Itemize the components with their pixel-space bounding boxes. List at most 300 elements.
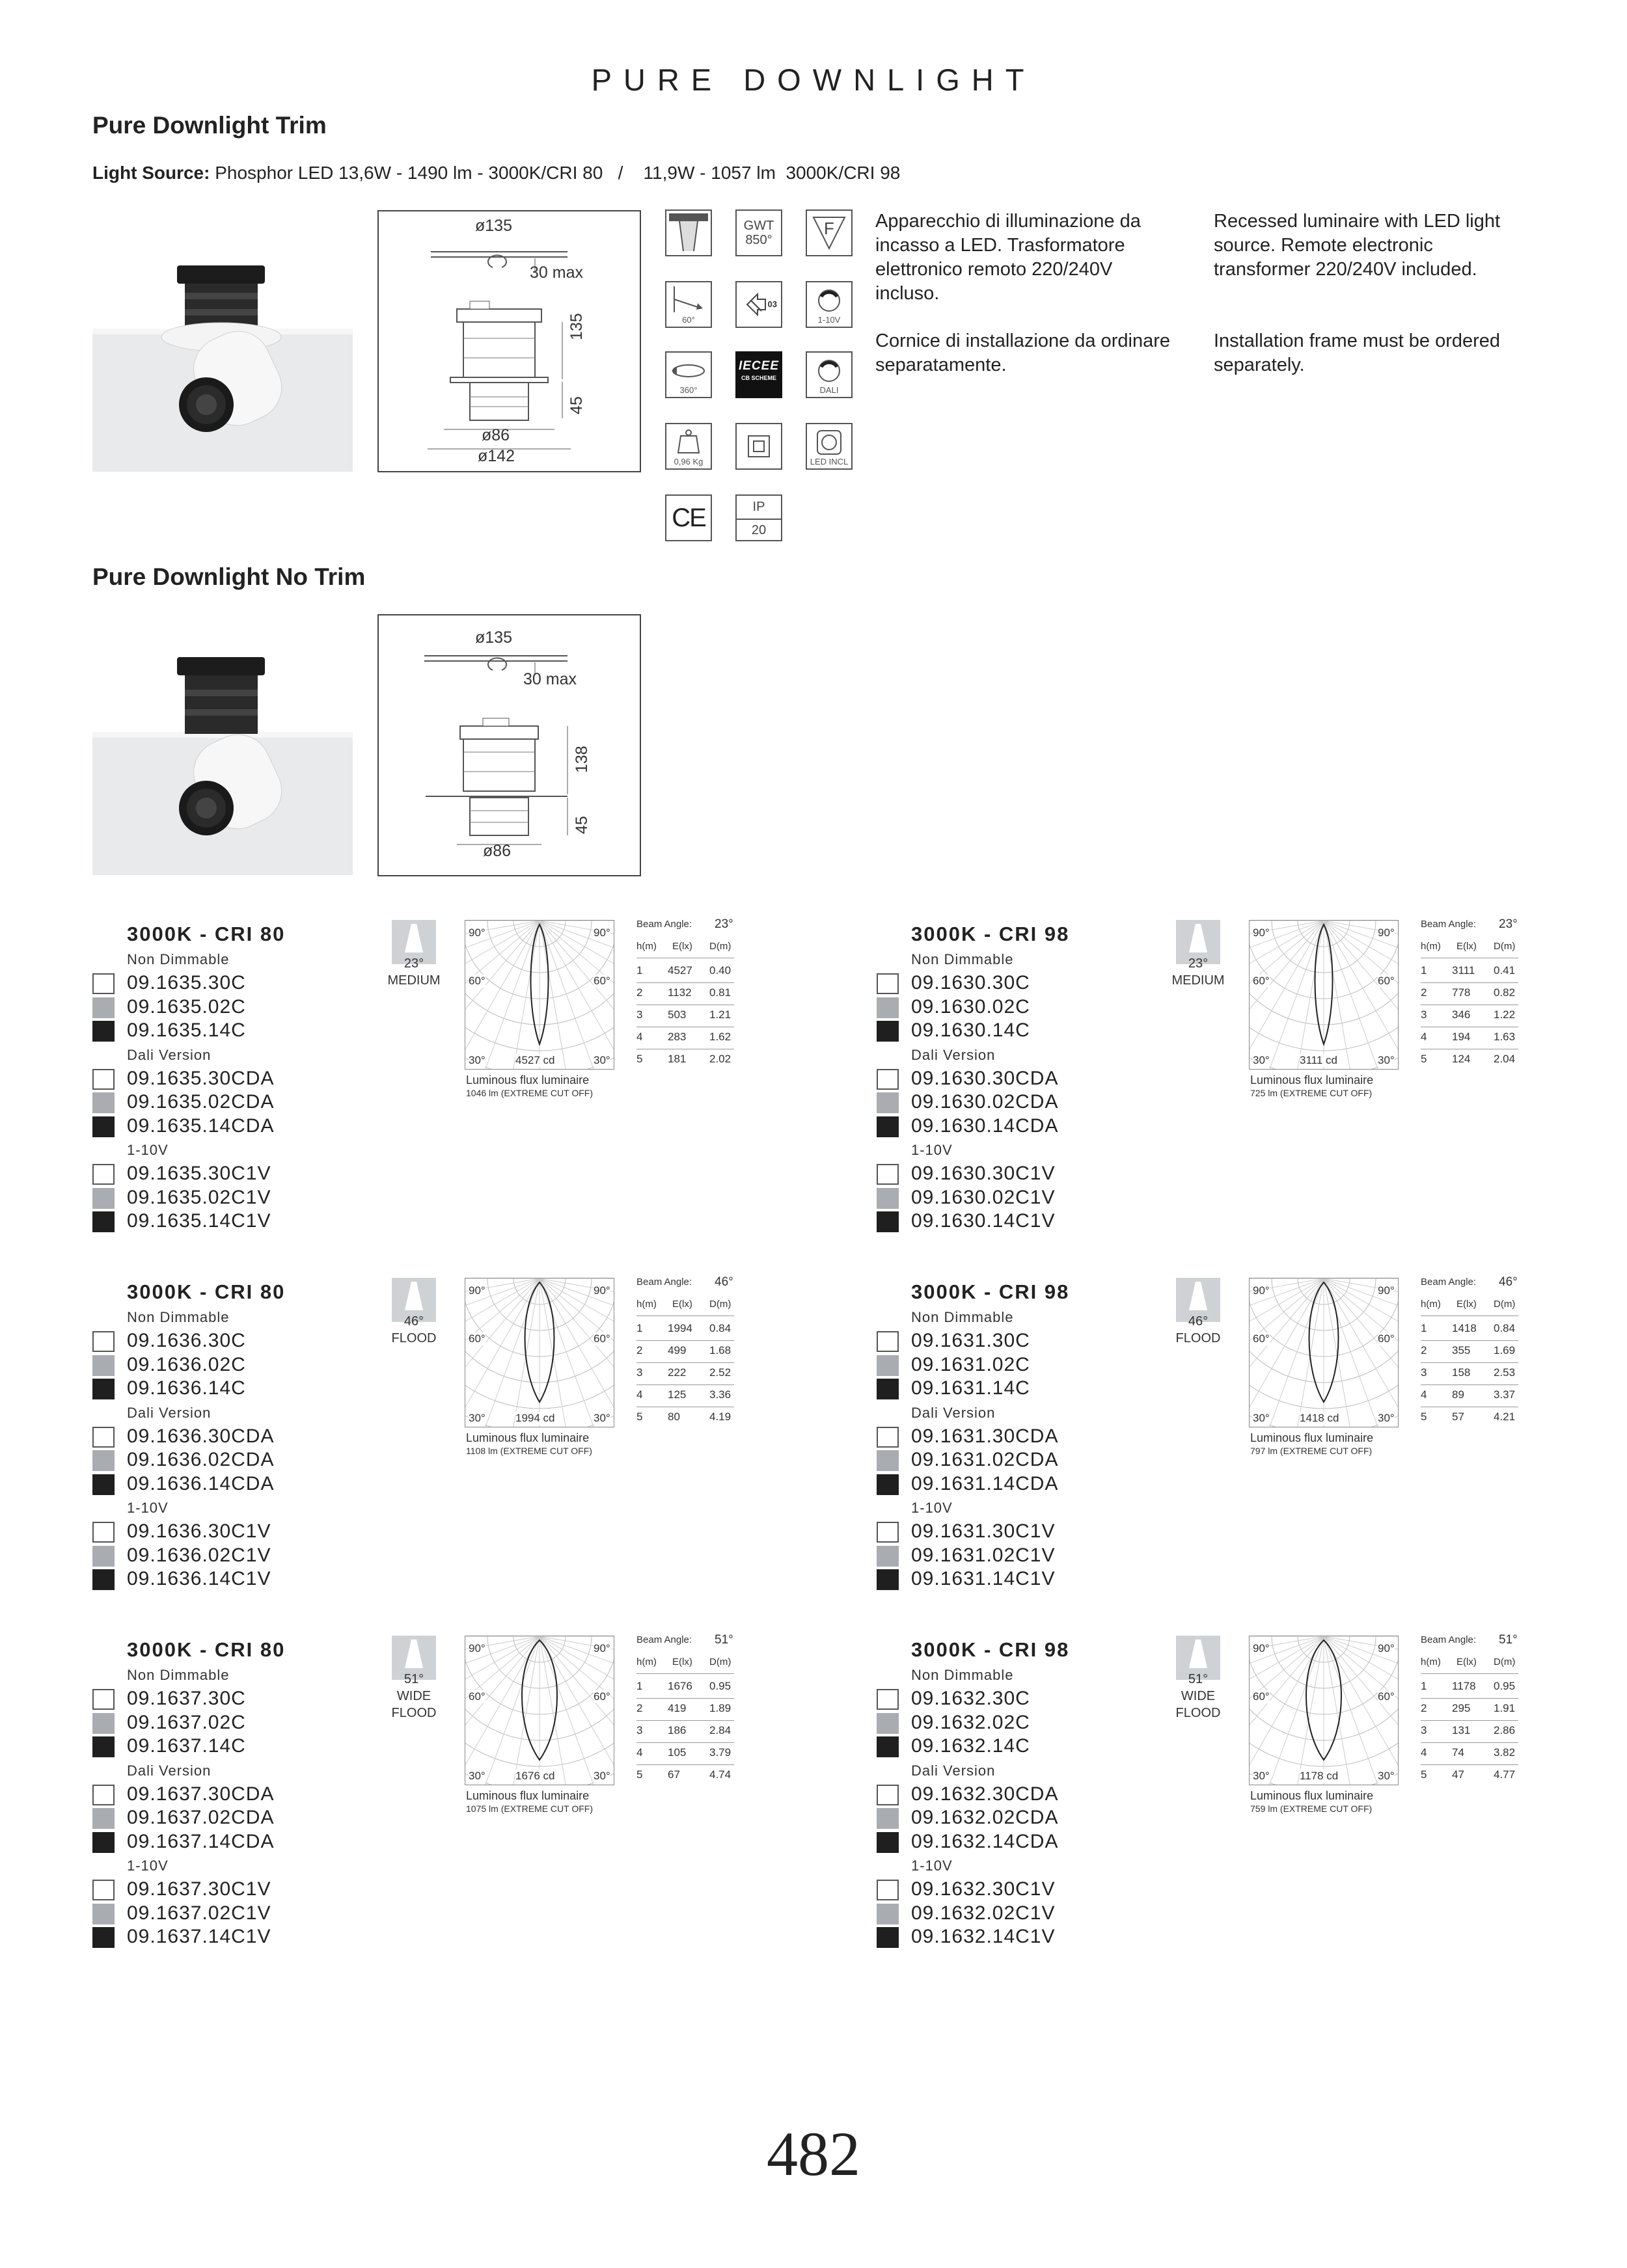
table-row: [1421, 1698, 1518, 1721]
recessed-light-icon: [665, 209, 712, 256]
beam-type: MEDIUM: [1171, 973, 1225, 988]
color-swatch: [92, 1331, 115, 1352]
notrim-technical-drawing: [377, 614, 641, 876]
table-row: [636, 1049, 734, 1071]
product-code: 09.1636.30C: [127, 1330, 246, 1351]
table-cell: 4: [1421, 1388, 1427, 1401]
table-row: [1421, 960, 1518, 983]
product-group: [92, 1633, 841, 1977]
table-cell: 1.22: [1494, 1008, 1516, 1021]
luminous-flux-value: 1075 lm (EXTREME CUT OFF): [466, 1803, 593, 1814]
polar-diagram: [1249, 1636, 1399, 1785]
group-title: 3000K - CRI 80: [127, 1280, 286, 1303]
photometric-table: [636, 1296, 734, 1426]
polar-label-60-right: 60°: [1378, 975, 1395, 987]
table-cell: 295: [1452, 1702, 1471, 1714]
code-subheading: Dali Version: [127, 1046, 212, 1063]
product-code: 09.1630.30CDA: [911, 1067, 1059, 1089]
table-row: [1421, 1362, 1518, 1385]
notrim-dim-inner-diameter: ø86: [483, 842, 512, 860]
color-swatch: [92, 997, 115, 1018]
beam-angle-value: 23°: [1499, 917, 1518, 931]
voltage-icon: [806, 281, 853, 328]
table-cell: 105: [668, 1746, 687, 1759]
description-italian: Apparecchio di illuminazione da incasso a LED. Trasformatore elettronico remoto 220/240V incluso.: [875, 211, 1141, 304]
product-code: 09.1637.02C1V: [127, 1902, 271, 1924]
product-code: 09.1636.14C: [127, 1377, 246, 1399]
beam-angle-label: Beam Angle:: [1421, 919, 1477, 930]
photometric-table: [636, 938, 734, 1068]
product-group: [877, 1275, 1625, 1619]
product-code: 09.1635.02C1V: [127, 1186, 271, 1208]
description-english-frame: Installation frame must be ordered separately.: [1214, 331, 1501, 375]
product-code: 09.1632.02CDA: [911, 1807, 1059, 1828]
led-incl-icon: [806, 423, 853, 470]
polar-label-30-right: 30°: [1378, 1054, 1395, 1066]
table-cell: 1: [1421, 1322, 1427, 1334]
code-subheading: 1-10V: [127, 1857, 169, 1874]
table-cell: 0.84: [1494, 1322, 1516, 1334]
table-cell: 4: [1421, 1031, 1427, 1043]
color-swatch: [92, 1379, 115, 1399]
table-cell: 3: [1421, 1724, 1427, 1736]
polar-label-60-right: 60°: [594, 1690, 610, 1703]
notrim-dim-top-diameter: ø135: [475, 628, 512, 647]
polar-label-60-right: 60°: [1378, 1332, 1395, 1345]
color-swatch: [877, 1713, 899, 1734]
group-title: 3000K - CRI 98: [911, 923, 1070, 945]
product-group: [92, 917, 841, 1261]
table-cell: 5: [636, 1053, 643, 1065]
product-code: 09.1637.02CDA: [127, 1807, 275, 1828]
trim-dim-lower: 45: [567, 396, 586, 414]
light-source-value: Phosphor LED 13,6W - 1490 lm - 3000K/CRI 80 / 11,9W - 1057 lm 3000K/CRI 98: [210, 163, 901, 183]
table-cell: 1: [636, 1322, 643, 1334]
product-group: [92, 1275, 841, 1619]
product-code: 09.1637.14CDA: [127, 1830, 275, 1852]
color-swatch: [92, 1713, 115, 1734]
beam-angle-value: 46°: [715, 1275, 733, 1289]
trim-dim-top-diameter: ø135: [475, 217, 512, 235]
color-swatch: [877, 1808, 899, 1829]
product-code: 09.1636.14CDA: [127, 1472, 275, 1494]
code-subheading: 1-10V: [911, 1142, 953, 1158]
table-cell: 4.77: [1494, 1768, 1516, 1781]
notrim-dim-depth-max: 30 max: [523, 670, 577, 688]
table-row: [1421, 1027, 1518, 1049]
product-code: 09.1631.14CDA: [911, 1472, 1059, 1494]
color-swatch: [877, 997, 899, 1018]
table-header-row: [1421, 1654, 1518, 1674]
luminous-flux-label: Luminous flux luminaire: [466, 1073, 590, 1087]
table-cell: 67: [668, 1768, 680, 1781]
table-cell: 74: [1452, 1746, 1464, 1759]
f-mark-icon: [806, 209, 853, 256]
table-cell: 1132: [668, 986, 692, 999]
ce-mark-label: CE: [672, 504, 705, 532]
polar-label-90-right: 90°: [594, 1284, 610, 1297]
table-header-cell: E(lx): [672, 1656, 692, 1667]
peak-intensity: 3111 cd: [1300, 1054, 1337, 1066]
table-cell: 0.81: [709, 986, 731, 999]
color-swatch: [877, 1904, 899, 1924]
table-cell: 2: [1421, 986, 1427, 999]
table-cell: 0.40: [709, 964, 731, 977]
polar-label-30-right: 30°: [1378, 1412, 1395, 1424]
table-header-cell: h(m): [1421, 941, 1441, 952]
polar-label-30-left: 30°: [1253, 1054, 1270, 1066]
color-swatch: [92, 1736, 115, 1757]
product-code: 09.1636.30C1V: [127, 1520, 271, 1542]
trim-dim-depth-max: 30 max: [530, 263, 583, 282]
polar-label-30-left: 30°: [469, 1054, 485, 1066]
table-cell: 2: [1421, 1702, 1427, 1714]
notrim-section-title: Pure Downlight No Trim: [92, 563, 366, 590]
color-swatch: [877, 1188, 899, 1209]
trim-technical-drawing: [377, 210, 641, 472]
table-cell: 2: [1421, 1344, 1427, 1357]
polar-label-90-left: 90°: [1253, 926, 1270, 939]
beam-angle-label: Beam Angle:: [636, 919, 692, 930]
code-subheading: Non Dimmable: [127, 951, 230, 967]
product-code: 09.1631.30CDA: [911, 1425, 1059, 1447]
product-code: 09.1630.14C: [911, 1019, 1030, 1041]
color-swatch: [92, 1164, 115, 1185]
table-header-cell: h(m): [636, 1299, 657, 1310]
beam-degree: 23°: [1188, 956, 1209, 971]
table-row: [1421, 1676, 1518, 1699]
product-code: 09.1637.14C1V: [127, 1926, 271, 1947]
product-code: 09.1637.14C: [127, 1735, 246, 1757]
table-cell: 3.82: [1494, 1746, 1516, 1759]
polar-label-30-right: 30°: [594, 1412, 610, 1424]
product-code: 09.1635.14C: [127, 1019, 246, 1041]
beam-angle-label: Beam Angle:: [636, 1634, 692, 1645]
table-header-row: [636, 1296, 734, 1316]
voltage-label: 1-10V: [817, 315, 841, 325]
beam-type-2: FLOOD: [391, 1706, 437, 1720]
rotation-icon: [665, 351, 712, 398]
page-number: 482: [767, 2119, 860, 2189]
table-row: [636, 1362, 734, 1385]
polar-diagram: [465, 1278, 614, 1427]
table-cell: 3: [636, 1366, 643, 1379]
polar-label-90-right: 90°: [594, 1642, 610, 1654]
weight-label: 0,96 Kg: [674, 457, 704, 466]
rotation-label: 360°: [679, 385, 698, 395]
beam-angle-value: 46°: [1499, 1275, 1518, 1289]
code-subheading: 1-10V: [911, 1500, 953, 1516]
color-swatch: [92, 1355, 115, 1376]
beam-degree: 23°: [403, 956, 424, 971]
table-cell: 3: [1421, 1008, 1427, 1021]
color-swatch: [877, 1164, 899, 1185]
polar-label-60-left: 60°: [469, 1690, 485, 1703]
polar-label-90-right: 90°: [1378, 1642, 1395, 1654]
table-cell: 5: [1421, 1053, 1427, 1065]
description-english: Recessed luminaire with LED light source. Remote electronic transformer 220/240V included.: [1214, 211, 1501, 280]
product-code: 09.1635.14C1V: [127, 1210, 271, 1232]
polar-label-60-right: 60°: [594, 975, 610, 987]
beam-angle-value: 51°: [715, 1633, 733, 1647]
color-swatch: [92, 1904, 115, 1924]
table-row: [636, 1407, 734, 1429]
photometric-table: [1421, 938, 1518, 1068]
table-header-cell: h(m): [636, 941, 657, 952]
group-title: 3000K - CRI 98: [911, 1280, 1070, 1303]
product-code: 09.1632.30C1V: [911, 1878, 1056, 1900]
product-code: 09.1637.30C1V: [127, 1878, 271, 1900]
table-cell: 0.41: [1494, 964, 1516, 977]
color-swatch: [92, 1546, 115, 1567]
luminous-flux-value: 725 lm (EXTREME CUT OFF): [1250, 1088, 1373, 1098]
table-header-cell: E(lx): [1456, 1299, 1477, 1310]
color-swatch: [92, 1427, 115, 1448]
luminous-flux-value: 1108 lm (EXTREME CUT OFF): [466, 1446, 592, 1456]
table-cell: 1178: [1452, 1680, 1476, 1692]
color-swatch: [877, 1211, 899, 1232]
polar-label-60-left: 60°: [469, 1332, 485, 1345]
table-cell: 2.53: [1494, 1366, 1516, 1379]
table-cell: 181: [668, 1053, 687, 1065]
table-cell: 2.86: [1494, 1724, 1516, 1736]
color-swatch: [877, 1379, 899, 1399]
beam-angle-value: 23°: [715, 917, 733, 931]
code-subheading: Dali Version: [127, 1762, 212, 1779]
code-subheading: Non Dimmable: [127, 1309, 230, 1325]
table-cell: 499: [668, 1344, 687, 1357]
beam-type: MEDIUM: [387, 973, 441, 988]
table-header-cell: E(lx): [1456, 941, 1477, 952]
table-row: [636, 1698, 734, 1721]
product-code: 09.1632.30CDA: [911, 1783, 1059, 1805]
polar-diagram: [465, 920, 614, 1070]
weight-icon: [665, 423, 712, 470]
beam-angle-label: Beam Angle:: [1421, 1634, 1477, 1645]
table-header-cell: h(m): [1421, 1299, 1441, 1310]
luminous-flux-label: Luminous flux luminaire: [1250, 1431, 1374, 1444]
table-cell: 1.91: [1494, 1702, 1516, 1714]
product-code: 09.1636.30CDA: [127, 1425, 275, 1447]
table-cell: 194: [1452, 1031, 1471, 1043]
luminous-flux-value: 1046 lm (EXTREME CUT OFF): [466, 1088, 593, 1098]
product-code: 09.1631.14C1V: [911, 1568, 1056, 1589]
color-swatch: [877, 1569, 899, 1590]
color-swatch: [877, 1880, 899, 1900]
table-cell: 3111: [1452, 964, 1475, 977]
table-header-cell: h(m): [636, 1656, 657, 1667]
table-cell: 0.95: [1494, 1680, 1516, 1692]
table-row: [1421, 1384, 1518, 1407]
table-row: [1421, 1407, 1518, 1429]
notrim-dim-height: 138: [573, 746, 591, 773]
table-header-row: [1421, 1296, 1518, 1316]
product-code: 09.1635.02C: [127, 995, 246, 1018]
table-cell: 3.79: [709, 1746, 731, 1759]
table-row: [1421, 982, 1518, 1005]
table-header-cell: D(m): [1494, 1299, 1516, 1310]
table-cell: 2.84: [709, 1724, 731, 1736]
product-code: 09.1631.30C1V: [911, 1520, 1056, 1542]
table-row: [636, 1027, 734, 1049]
luminous-flux-label: Luminous flux luminaire: [1250, 1073, 1374, 1087]
code-subheading: Dali Version: [911, 1762, 996, 1779]
product-code: 09.1630.30C1V: [911, 1163, 1056, 1184]
polar-label-30-right: 30°: [594, 1770, 610, 1782]
beam-type-2: FLOOD: [1175, 1706, 1221, 1720]
beam-angle-value: 51°: [1499, 1633, 1518, 1647]
table-cell: 2: [636, 986, 643, 999]
tilt-label: 60°: [682, 315, 695, 325]
led-incl-label: LED INCL: [810, 457, 849, 466]
product-code: 09.1635.30CDA: [127, 1067, 275, 1089]
polar-label-90-left: 90°: [1253, 1284, 1270, 1297]
f-mark-label: F: [824, 219, 834, 238]
photometric-table: [1421, 1654, 1518, 1784]
table-header-cell: D(m): [709, 1299, 731, 1310]
product-code: 09.1630.14CDA: [911, 1114, 1059, 1137]
table-cell: 1676: [668, 1680, 692, 1692]
table-cell: 3: [1421, 1366, 1427, 1379]
polar-label-60-left: 60°: [469, 975, 485, 987]
color-swatch: [877, 1355, 899, 1376]
page-title: PURE DOWNLIGHT: [591, 62, 1036, 97]
table-header-cell: D(m): [709, 1656, 731, 1667]
luminous-flux-label: Luminous flux luminaire: [466, 1431, 590, 1444]
color-swatch: [92, 1808, 115, 1829]
table-cell: 3: [636, 1008, 643, 1021]
table-cell: 3.37: [1494, 1388, 1516, 1401]
product-code: 09.1630.14C1V: [911, 1210, 1056, 1232]
code-subheading: Dali Version: [911, 1404, 996, 1421]
table-cell: 5: [1421, 1411, 1427, 1423]
peak-intensity: 1178 cd: [1300, 1770, 1339, 1782]
table-cell: 2: [636, 1702, 643, 1714]
product-group: [877, 917, 1625, 1261]
code-subheading: Dali Version: [911, 1046, 996, 1063]
beam-degree: 51°: [403, 1672, 424, 1686]
color-swatch: [92, 1880, 115, 1900]
color-swatch: [92, 1116, 115, 1137]
table-header-cell: E(lx): [672, 1299, 692, 1310]
color-swatch: [877, 973, 899, 994]
table-header-cell: h(m): [1421, 1656, 1441, 1667]
table-row: [636, 1764, 734, 1787]
polar-diagram: [1249, 1278, 1399, 1427]
table-cell: 2: [636, 1344, 643, 1357]
product-code: 09.1636.02C: [127, 1353, 246, 1375]
table-cell: 80: [668, 1411, 680, 1423]
peak-intensity: 1994 cd: [515, 1412, 555, 1424]
polar-label-90-left: 90°: [469, 1642, 485, 1654]
beam-degree: 51°: [1188, 1672, 1209, 1686]
polar-label-90-right: 90°: [1378, 926, 1395, 939]
table-cell: 222: [668, 1366, 687, 1379]
color-swatch: [877, 1092, 899, 1113]
product-code: 09.1630.02C: [911, 995, 1030, 1018]
product-code: 09.1630.02CDA: [911, 1091, 1059, 1113]
polar-label-30-left: 30°: [469, 1412, 485, 1424]
table-cell: 1.68: [709, 1344, 731, 1357]
table-cell: 89: [1452, 1388, 1464, 1401]
table-cell: 4.74: [709, 1768, 731, 1781]
table-cell: 4: [636, 1746, 643, 1759]
beam-type: FLOOD: [391, 1331, 437, 1345]
beam-degree: 46°: [403, 1314, 424, 1329]
table-header-cell: D(m): [709, 941, 731, 952]
table-cell: 1418: [1452, 1322, 1477, 1334]
polar-label-60-right: 60°: [594, 1332, 610, 1345]
table-cell: 186: [668, 1724, 687, 1736]
trim-section-title: Pure Downlight Trim: [92, 112, 327, 139]
iecee-label: IECEE: [738, 359, 780, 373]
table-cell: 5: [636, 1411, 643, 1423]
trim-dim-outer-diameter: ø142: [478, 447, 515, 465]
table-row: [636, 1318, 734, 1341]
polar-label-90-left: 90°: [469, 926, 485, 939]
dali-icon: [806, 351, 853, 398]
polar-label-90-left: 90°: [469, 1284, 485, 1297]
color-swatch: [92, 1474, 115, 1495]
table-row: [1421, 1049, 1518, 1071]
product-code: 09.1630.02C1V: [911, 1186, 1056, 1208]
polar-label-60-left: 60°: [1253, 975, 1270, 987]
color-swatch: [877, 1689, 899, 1710]
product-code: 09.1632.02C1V: [911, 1902, 1056, 1924]
ip-label: IP: [737, 496, 781, 520]
group-title: 3000K - CRI 98: [911, 1638, 1070, 1661]
trim-product-photo: [92, 254, 353, 472]
color-swatch: [92, 1092, 115, 1113]
notrim-product-photo: [92, 657, 353, 875]
code-subheading: 1-10V: [127, 1500, 169, 1516]
color-swatch: [877, 1069, 899, 1090]
polar-label-30-right: 30°: [594, 1054, 610, 1066]
color-swatch: [877, 1785, 899, 1805]
peak-intensity: 4527 cd: [515, 1054, 555, 1066]
class-ii-icon: [735, 423, 782, 470]
table-row: [636, 960, 734, 983]
product-code: 09.1632.14C1V: [911, 1926, 1056, 1947]
gwt-label: GWT 850°: [743, 219, 774, 247]
color-swatch: [92, 1188, 115, 1209]
beam-degree: 46°: [1188, 1314, 1209, 1329]
color-swatch: [877, 1832, 899, 1853]
table-cell: 4: [636, 1031, 643, 1043]
table-cell: 1994: [668, 1322, 692, 1334]
code-subheading: Non Dimmable: [911, 951, 1014, 967]
table-row: [636, 982, 734, 1005]
table-cell: 2.52: [709, 1366, 731, 1379]
table-cell: 4.21: [1494, 1411, 1516, 1423]
table-row: [636, 1384, 734, 1407]
color-swatch: [877, 1021, 899, 1042]
table-header-cell: D(m): [1494, 941, 1516, 952]
gwt-icon: [735, 209, 782, 256]
table-row: [1421, 1340, 1518, 1363]
energy-class-label: 03: [767, 299, 777, 309]
polar-label-30-right: 30°: [1378, 1770, 1395, 1782]
table-cell: 1: [636, 964, 643, 977]
color-swatch: [92, 1211, 115, 1232]
light-source-line: [92, 163, 900, 183]
beam-type: WIDE: [396, 1689, 431, 1703]
product-code: 09.1631.14C: [911, 1377, 1030, 1399]
code-subheading: 1-10V: [911, 1857, 953, 1874]
description-italian-frame: Cornice di installazione da ordinare separatamente.: [875, 331, 1170, 375]
color-swatch: [92, 973, 115, 994]
code-subheading: Non Dimmable: [911, 1309, 1014, 1325]
